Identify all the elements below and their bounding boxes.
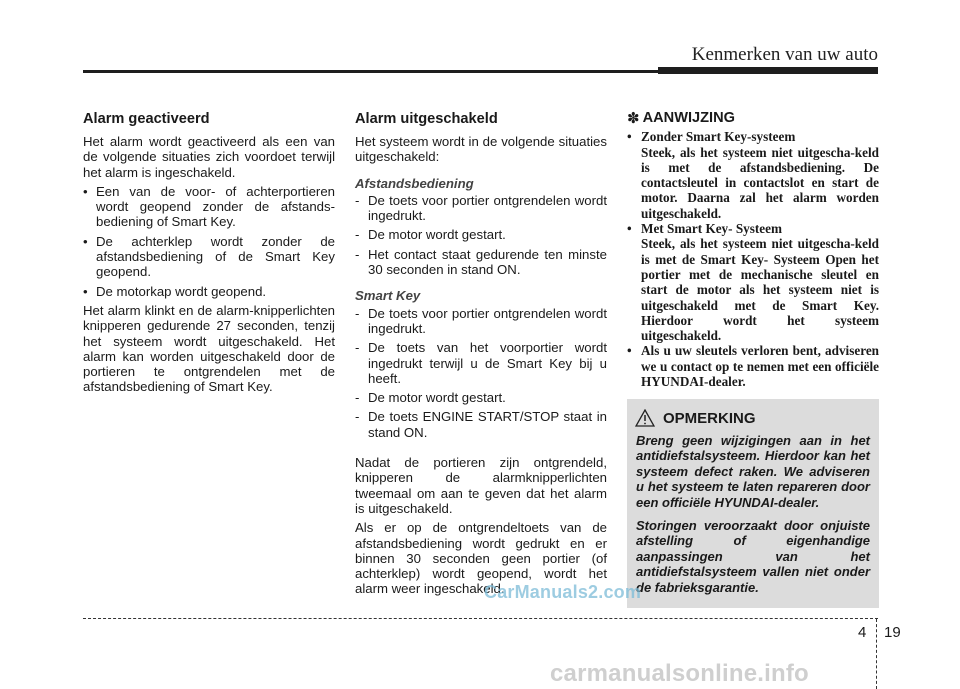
column-alarm-deactivated bbox=[355, 111, 607, 597]
paragraph: Breng geen wijzigingen aan in het antidiefstalsysteem. Hierdoor kan het systeem defect raken. We adviseren u het systeem te laten repareren door een officiële HYUNDAI-dealer. bbox=[636, 433, 870, 510]
list-item: - De motor wordt gestart. bbox=[355, 390, 506, 406]
note-heading-label: AANWIJZING bbox=[642, 110, 736, 126]
dash-list bbox=[355, 306, 607, 440]
running-header-title: Kenmerken van uw auto bbox=[691, 44, 878, 65]
paragraph: Storingen veroorzaakt door onjuiste afstelling of eigenhandige aanpassingen van het antidiefstalsysteem vallen niet onder de fabrieksgarantie. bbox=[636, 518, 870, 595]
section-heading: Alarm geactiveerd bbox=[83, 111, 210, 127]
note-list bbox=[627, 129, 879, 389]
caution-heading bbox=[635, 409, 756, 427]
warning-triangle-icon bbox=[635, 409, 655, 427]
list-item: - De toets voor portier ontgrendelen wordt ingedrukt. bbox=[355, 192, 607, 224]
bullet-marker: • bbox=[83, 283, 88, 299]
paragraph: Het alarm klinkt en de alarm-knipperlichten knipperen gedurende 27 seconden, tenzij het systeem wordt uitgeschakeld. Het alarm kan worden uitgeschakeld door de portieren te ontgrendelen met de afstandsbediening of Smart Key. bbox=[83, 302, 335, 395]
list-item: • De motorkap wordt geopend. bbox=[83, 283, 267, 299]
section-heading: Alarm uitgeschakeld bbox=[355, 111, 498, 127]
bullet-marker: • bbox=[83, 183, 88, 199]
note-box bbox=[627, 111, 879, 389]
footer-divider bbox=[876, 619, 877, 689]
list-item: - De toets ENGINE START/STOP staat in stand ON. bbox=[355, 409, 607, 440]
dash-list bbox=[355, 193, 607, 277]
list-item: • De achterklep wordt zonder de afstandsbediening of de Smart Key geopend. bbox=[83, 233, 335, 280]
list-item: • Een van de voor- of achterportieren wordt geopend zonder de afstands-bediening of Smart Key. bbox=[83, 183, 335, 230]
subheading-remote: Afstandsbediening bbox=[355, 175, 474, 191]
list-item: - Het contact staat gedurende ten minste 30 seconden in stand ON. bbox=[355, 246, 607, 278]
paragraph: Als er op de ontgrendeltoets van de afstandsbediening wordt gedrukt en er binnen 30 seconden geen portier (of achterklep) wordt geopend, wordt het alarm weer ingeschakeld. bbox=[355, 520, 607, 597]
header-rule-accent bbox=[658, 67, 878, 74]
paragraph: Het systeem wordt in de volgende situaties uitgeschakeld: bbox=[355, 134, 607, 165]
column-alarm-activated bbox=[83, 111, 335, 395]
caution-box bbox=[627, 399, 879, 608]
subheading-smart-key: Smart Key bbox=[355, 288, 421, 304]
list-item: • Met Smart Key- Systeem Steek, als het systeem niet uitgescha-keld is met de Smart Key- Systeem Open het portier met de mechanische sleutel en start de motor als het systeem niet is uitgeschakeld met de Smart Key. Hierdoor wordt het systeem uitgeschakeld. bbox=[627, 221, 879, 344]
star-icon: ✽ bbox=[627, 110, 640, 127]
watermark: carmanualsonline.info bbox=[550, 660, 809, 687]
paragraph: Het alarm wordt geactiveerd als een van de volgende situaties zich voordoet terwijl het alarm is ingeschakeld. bbox=[83, 134, 335, 180]
footer-rule bbox=[83, 618, 878, 619]
bullet-marker: • bbox=[83, 233, 88, 249]
bullet-list bbox=[83, 184, 335, 299]
chapter-number: 4 bbox=[858, 624, 867, 641]
list-item: - De toets voor portier ontgrendelen wordt ingedrukt. bbox=[355, 305, 607, 336]
list-item: - De motor wordt gestart. bbox=[355, 227, 506, 243]
paragraph: Nadat de portieren zijn ontgrendeld, knipperen de alarmknipperlichten tweemaal om aan te geven dat het alarm is uitgeschakeld. bbox=[355, 455, 607, 516]
caution-body bbox=[636, 433, 870, 603]
watermark: CarManuals2.com bbox=[484, 582, 642, 602]
list-item: • Zonder Smart Key-systeem Steek, als het systeem niet uitgescha-keld is met de afstandsbediening. De contactsleutel in contactslot en start de motor. Daarna zal het alarm worden uitgeschakeld. bbox=[627, 129, 879, 221]
list-item: • Als u uw sleutels verloren bent, adviseren we u contact op te nemen met een officiële HYUNDAI-dealer. bbox=[627, 343, 880, 390]
note-heading bbox=[627, 111, 879, 126]
list-item: - De toets van het voorportier wordt ingedrukt terwijl u de Smart Key bij u heeft. bbox=[355, 340, 607, 386]
page-number: 19 bbox=[884, 624, 901, 641]
caution-heading-label: OPMERKING bbox=[663, 409, 756, 427]
